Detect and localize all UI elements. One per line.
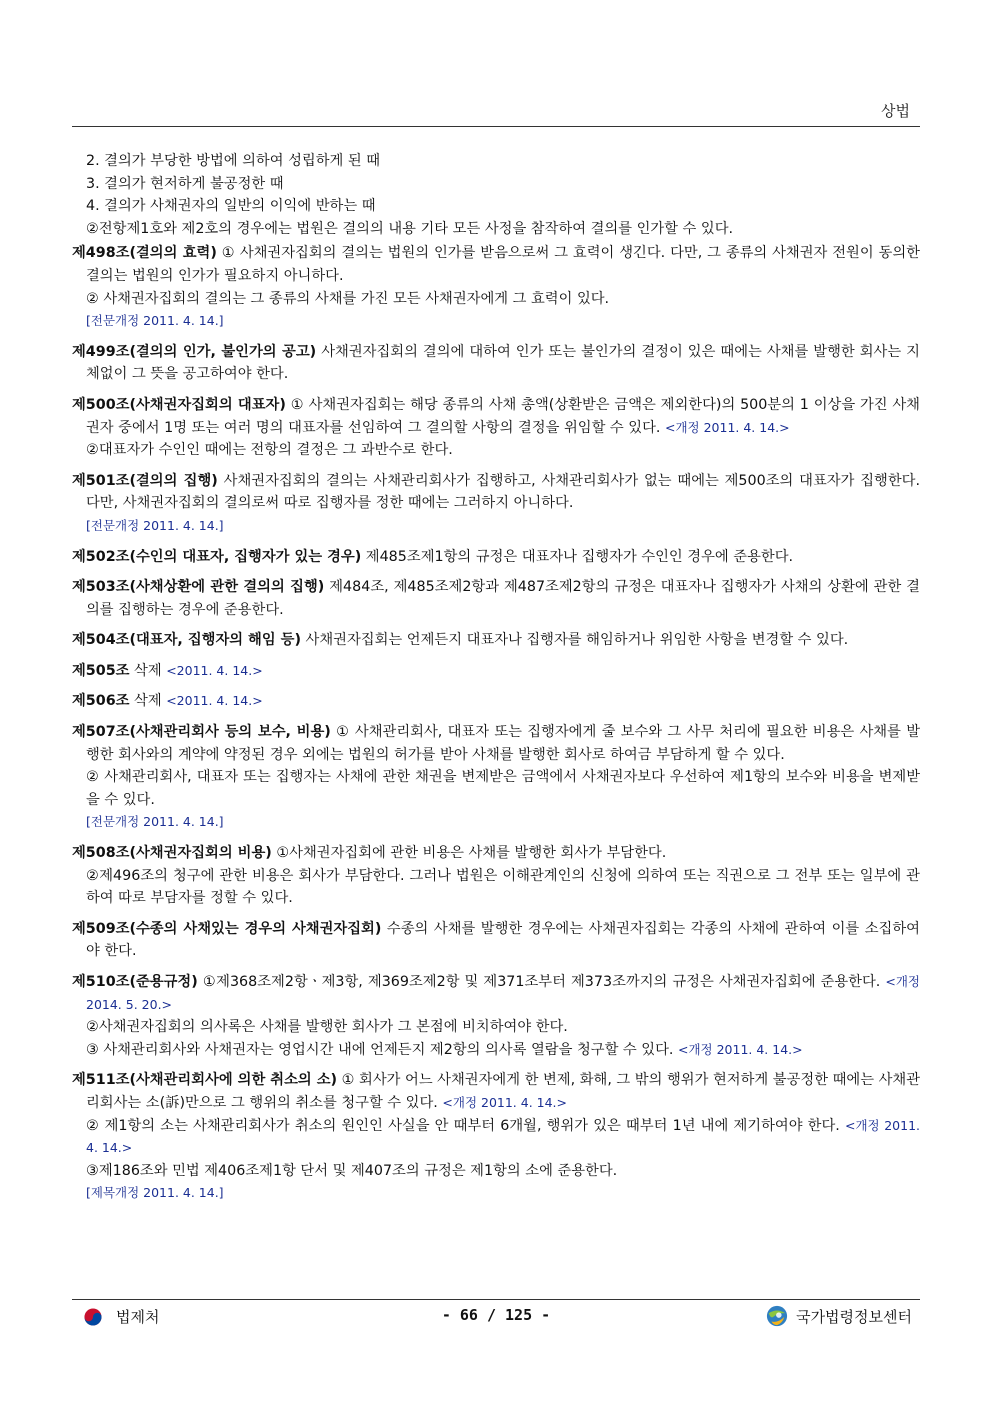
paragraph-text: ② 사채권자집회의 결의는 그 종류의 사채를 가진 모든 사채권자에게 그 효력이 있다. bbox=[86, 290, 610, 307]
page-number: - 66 / 125 - bbox=[441, 1306, 551, 1324]
continued-items bbox=[72, 150, 920, 240]
article-title: 제501조(결의의 집행) bbox=[72, 472, 218, 489]
article-text: ①사채권자집회에 관한 비용은 사채를 발행한 회사가 부담한다. bbox=[271, 845, 667, 862]
amendment-note: <개정 2011. 4. 14.> bbox=[86, 1117, 920, 1156]
amendment-note: <개정 2011. 4. 14.> bbox=[442, 1094, 567, 1110]
article-text: ① 사채권자집회는 해당 종류의 사채 총액(상환받은 금액은 제외한다)의 500분의 1 이상을 가진 사채권자 중에서 1명 또는 여러 명의 대표자를 선임하여 그 결의할 사항의 결정을 위임할 수 있다. bbox=[86, 396, 920, 436]
article-paragraph bbox=[72, 439, 920, 462]
article bbox=[72, 629, 920, 652]
article bbox=[72, 721, 920, 766]
continued-item: 3. 결의가 현저하게 불공정한 때 bbox=[86, 175, 284, 192]
article-title: 제507조(사채관리회사 등의 보수, 비용) bbox=[72, 724, 331, 741]
article-text: 사채권자집회의 결의에 대하여 인가 또는 불인가의 결정이 있은 때에는 사채를 발행한 회사는 지체없이 그 뜻을 공고하여야 한다. bbox=[86, 343, 920, 383]
paragraph-text: ②사채권자집회의 의사록은 사채를 발행한 회사가 그 본점에 비치하여야 한다. bbox=[86, 1019, 568, 1036]
article-paragraph bbox=[72, 1160, 920, 1183]
footer-divider bbox=[72, 1299, 920, 1300]
amendment-note: <개정 2011. 4. 14.> bbox=[665, 419, 790, 435]
article-text: 삭제 bbox=[129, 693, 167, 710]
header-divider bbox=[72, 126, 920, 127]
article-text: 사채권자집회의 결의는 사채관리회사가 집행하고, 사채관리회사가 없는 때에는 제500조의 대표자가 집행한다. 다만, 사채권자집회의 결의로써 따로 집행자를 정한 때에는 그러하지 아니하다. bbox=[86, 472, 920, 512]
continued-item: ②전항제1호와 제2호의 경우에는 법원은 결의의 내용 기타 모든 사정을 참작하여 결의를 인가할 수 있다. bbox=[86, 220, 734, 237]
article bbox=[72, 470, 920, 515]
article-paragraph bbox=[72, 1115, 920, 1160]
paragraph-text: ② 사채관리회사, 대표자 또는 집행자는 사채에 관한 채권을 변제받은 금액에서 사채권자보다 우선하여 제1항의 보수와 비용을 변제받을 수 있다. bbox=[86, 769, 920, 808]
paragraph-text: ②대표자가 수인인 때에는 전항의 결정은 그 과반수로 한다. bbox=[86, 442, 453, 459]
article bbox=[72, 341, 920, 386]
article-title: 제502조(수인의 대표자, 집행자가 있는 경우) bbox=[72, 548, 362, 565]
article bbox=[72, 394, 920, 439]
article-paragraph bbox=[72, 1016, 920, 1039]
footer-agency-label: 법제처 bbox=[116, 1308, 160, 1326]
article-text: ① 사채관리회사, 대표자 또는 집행자에게 줄 보수와 그 사무 처리에 필요한 비용은 사채를 발행한 회사와의 계약에 약정된 경우 외에는 법원의 허가를 받아 사채를 발행한 회사로 하여금 부담하게 할 수 있다. bbox=[86, 724, 921, 763]
article-text: 제485조제1항의 규정은 대표자나 집행자가 수인인 경우에 준용한다. bbox=[361, 548, 794, 565]
article-title: 제509조(수종의 사채있는 경우의 사채권자집회) bbox=[72, 920, 382, 937]
article bbox=[72, 918, 920, 963]
paragraph-text: ②제496조의 청구에 관한 비용은 회사가 부담한다. 그러나 법원은 이해관계인의 신청에 의하여 또는 직권으로 그 전부 또는 일부에 관하여 따로 부담자를 정할 수 있다. bbox=[86, 867, 920, 907]
article-text: 제484조, 제485조제2항과 제487조제2항의 규정은 대표자나 집행자가 사채의 상환에 관한 결의를 집행하는 경우에 준용한다. bbox=[86, 579, 920, 618]
article-title: 제499조(결의의 인가, 불인가의 공고) bbox=[72, 343, 317, 360]
paragraph-text: ② 제1항의 소는 사채관리회사가 취소의 원인인 사실을 안 때부터 6개월, 행위가 있은 때부터 1년 내에 제기하여야 한다. bbox=[86, 1117, 845, 1134]
article-list bbox=[72, 242, 920, 1205]
article bbox=[72, 576, 920, 621]
article-title: 제510조(준용규정) bbox=[72, 974, 198, 990]
article-text: 사채권자집회는 언제든지 대표자나 집행자를 해임하거나 위임한 사항을 변경할 수 있다. bbox=[301, 632, 849, 649]
article bbox=[72, 690, 920, 713]
article-text: ① 회사가 어느 사채권자에게 한 변제, 화해, 그 밖의 행위가 현저하게 불공정한 때에는 사채관리회사는 소(訴)만으로 그 행위의 취소를 청구할 수 있다. bbox=[86, 1072, 920, 1111]
article-title: 제505조 bbox=[72, 662, 130, 679]
article-paragraph bbox=[72, 865, 920, 910]
article bbox=[72, 971, 920, 1016]
article-text: 삭제 bbox=[129, 662, 167, 679]
paragraph-text: ③제186조와 민법 제406조제1항 단서 및 제407조의 규정은 제1항의 소에 준용한다. bbox=[86, 1162, 618, 1179]
article bbox=[72, 1069, 920, 1114]
article-paragraph bbox=[72, 766, 920, 811]
article-text: ① 사채권자집회의 결의는 법원의 인가를 받음으로써 그 효력이 생긴다. 다만, 그 종류의 사채권자 전원이 동의한 결의는 법원의 인가가 필요하지 아니하다. bbox=[86, 245, 920, 284]
article-title: 제511조(사채관리회사에 의한 취소의 소) bbox=[72, 1072, 338, 1089]
article-title: 제506조 bbox=[72, 693, 130, 710]
amendment-note: <2011. 4. 14.> bbox=[166, 662, 263, 678]
article bbox=[72, 546, 920, 569]
article-text: ①제368조제2항ㆍ제3항, 제369조제2항 및 제371조부터 제373조까지의 규정은 사채권자집회에 준용한다. bbox=[197, 974, 886, 990]
law-center-globe-icon bbox=[766, 1305, 788, 1327]
continued-item: 2. 결의가 부당한 방법에 의하여 성립하게 된 때 bbox=[86, 153, 381, 169]
amendment-note: <2011. 4. 14.> bbox=[166, 693, 263, 709]
footer-center-label: 국가법령정보센터 bbox=[796, 1307, 912, 1326]
document-body bbox=[72, 150, 920, 1205]
article bbox=[72, 660, 920, 683]
page-footer bbox=[72, 1303, 920, 1331]
article-title: 제498조(결의의 효력) bbox=[72, 245, 217, 262]
revision-note: [전문개정 2011. 4. 14.] bbox=[86, 313, 224, 329]
article bbox=[72, 242, 920, 287]
article-title: 제504조(대표자, 집행자의 해임 등) bbox=[72, 632, 302, 649]
continued-item: 4. 결의가 사채권자의 일반의 이익에 반하는 때 bbox=[86, 198, 376, 215]
revision-note: [전문개정 2011. 4. 14.] bbox=[86, 814, 224, 830]
footer-right bbox=[766, 1305, 912, 1327]
paragraph-text: ③ 사채관리회사와 사채권자는 영업시간 내에 언제든지 제2항의 의사록 열람을 청구할 수 있다. bbox=[86, 1041, 678, 1058]
article-title: 제503조(사채상환에 관한 결의의 집행) bbox=[72, 579, 325, 596]
article-paragraph bbox=[72, 288, 920, 311]
article-title: 제508조(사채권자집회의 비용) bbox=[72, 845, 272, 862]
amendment-note: <개정 2014. 5. 20.> bbox=[86, 974, 920, 1012]
article-text: 수종의 사채를 발행한 경우에는 사채권자집회는 각종의 사채에 관하여 이를 소집하여야 한다. bbox=[86, 920, 920, 960]
revision-note: [제목개정 2011. 4. 14.] bbox=[86, 1185, 224, 1201]
header-title: 상법 bbox=[881, 102, 910, 120]
article-title: 제500조(사채권자집회의 대표자) bbox=[72, 396, 286, 413]
article-paragraph bbox=[72, 1039, 920, 1062]
article bbox=[72, 842, 920, 865]
amendment-note: <개정 2011. 4. 14.> bbox=[678, 1041, 803, 1057]
revision-note: [전문개정 2011. 4. 14.] bbox=[86, 517, 224, 533]
